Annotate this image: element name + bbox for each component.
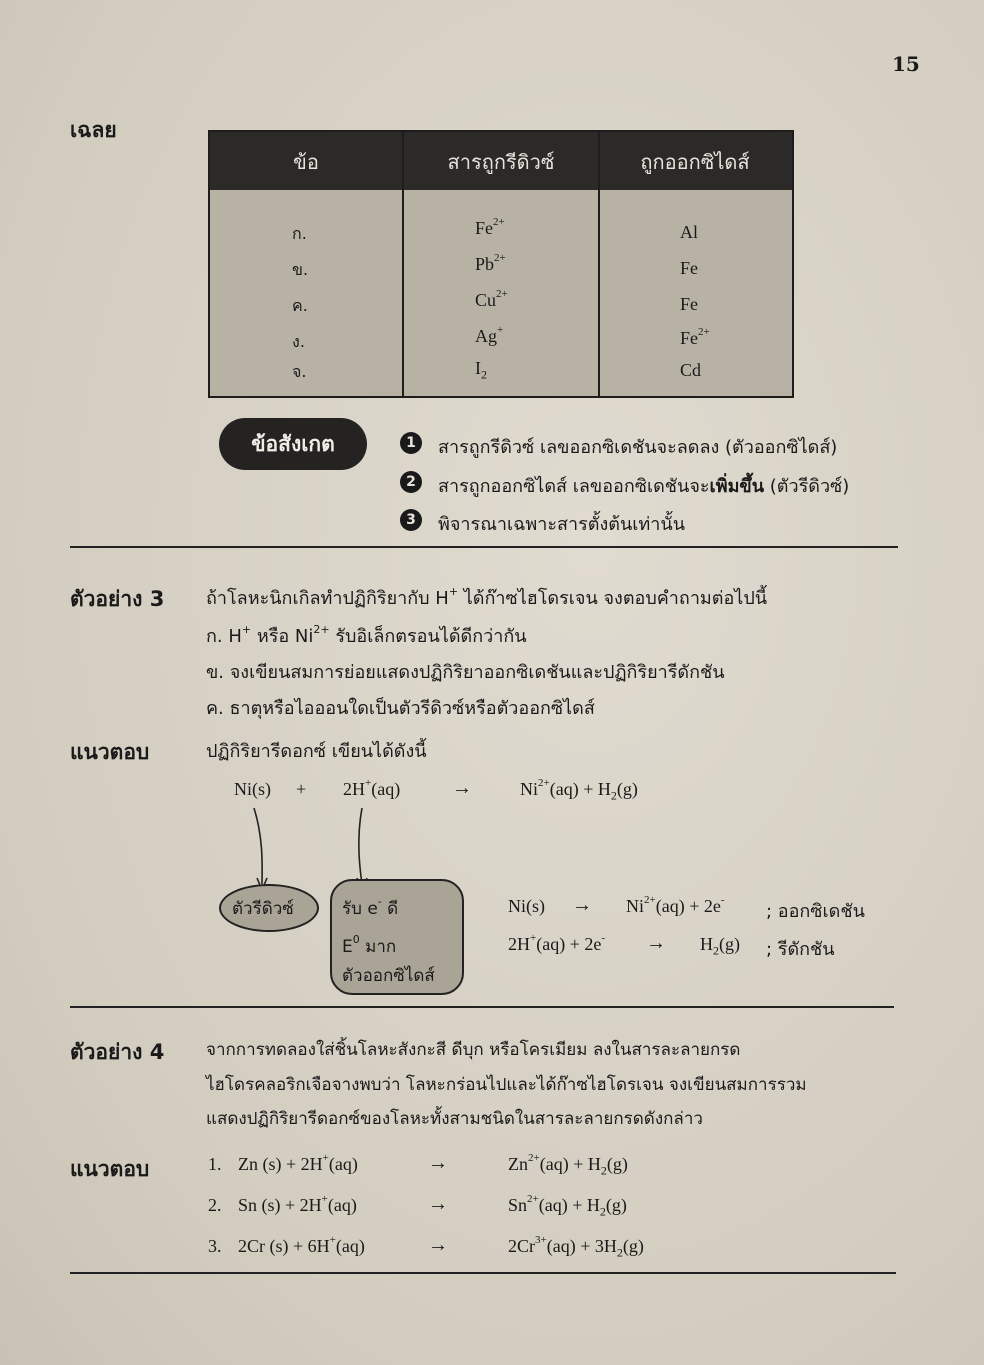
answer-3-intro: ปฏิกิริยารีดอกซ์ เขียนได้ดังนี้ (206, 741, 427, 762)
example-3-question: ถ้าโลหะนิกเกิลทำปฏิกิริยากับ H+ ได้ก๊าซไฮโดรเจน จงตอบคำถามต่อไปนี้ (206, 585, 768, 609)
table-divider (598, 132, 600, 396)
table-divider (402, 132, 404, 396)
table-row-label: จ. (292, 362, 307, 381)
example-4-line: ไฮโดรคลอริกเจือจางพบว่า โลหะกร่อนไปและได้ก๊าซไฮโดรเจน จงเขียนสมการรวม (206, 1075, 807, 1095)
example-3-label: ตัวอย่าง 3 (70, 587, 165, 611)
box-line-3: ตัวออกซิไดส์ (342, 966, 435, 986)
oxidized-species: Cd (680, 360, 702, 380)
example-3-sub-a: ก. H+ หรือ $Ni^{2+}$ รับอิเล็กตรอนได้ดีกว่ากัน (206, 623, 527, 647)
answer-3-label: แนวตอบ (70, 740, 150, 764)
oxidized-species: Fe (680, 258, 698, 278)
reduced-species: $Cu^{2+}$ (475, 288, 508, 310)
answer-heading: เฉลย (70, 118, 117, 142)
equation-right: $2Cr^{3+}(aq) + 3H_2(g)$ (508, 1234, 644, 1260)
reaction-arrow-icon: → (428, 1234, 448, 1256)
table-header-item: ข้อ (293, 150, 319, 174)
reactant-h: 2H+(aq) (343, 777, 401, 799)
reducing-agent-label: ตัวรีดิวซ์ (232, 899, 294, 919)
box-line-2: $E^0$ มาก (342, 933, 397, 957)
equation-number: 1. (208, 1154, 222, 1174)
reduced-species: Ag+ (475, 324, 504, 346)
equation-number: 3. (208, 1236, 222, 1256)
plus-sign: + (296, 779, 307, 799)
table-header-reduced: สารถูกรีดิวซ์ (447, 150, 555, 174)
half-reaction-2-left: 2H+(aq) + 2e- (508, 932, 606, 954)
reactant-ni: Ni(s) (234, 779, 271, 799)
number-bullet-icon: 1 (400, 432, 422, 454)
half-reaction-1-left: Ni(s) (508, 896, 545, 916)
reaction-arrow-icon: → (646, 932, 666, 954)
observation-item: สารถูกออกซิไดส์ เลขออกซิเดชันจะเพิ่มขึ้น (ตัวรีดิวซ์) (438, 476, 850, 497)
number-bullet-icon: 3 (400, 509, 422, 531)
answer-4-label: แนวตอบ (70, 1157, 150, 1181)
equation-right: $Sn^{2+}(aq) + H_2(g)$ (508, 1193, 627, 1219)
page-number: 15 (892, 52, 920, 76)
observation-badge: ข้อสังเกต (219, 418, 367, 470)
equation-number: 2. (208, 1195, 222, 1215)
products: $Ni^{2+}(aq) + H_2(g)$ (520, 777, 638, 803)
table-row-label: ข. (292, 260, 309, 279)
answer-table (208, 130, 794, 398)
example-4-line: แสดงปฏิกิริยารีดอกซ์ของโลหะทั้งสามชนิดในสารละลายกรดดังกล่าว (206, 1109, 703, 1129)
example-4-line: จากการทดลองใส่ชิ้นโลหะสังกะสี ดีบุก หรือโครเมียม ลงในสารละลายกรด (206, 1040, 741, 1060)
reaction-arrow-icon: → (428, 1152, 448, 1174)
section-divider (70, 1006, 894, 1008)
pointer-line (359, 808, 362, 884)
example-4-label: ตัวอย่าง 4 (70, 1040, 165, 1064)
box-line-1: รับ e- ดี (342, 895, 399, 919)
reduced-species: $I_2$ (475, 358, 487, 382)
table-row-label: ก. (292, 224, 307, 243)
half-reaction-2-right: $H_2(g)$ (700, 934, 740, 958)
equation-left: Sn (s) + 2H+(aq) (238, 1193, 357, 1215)
reaction-arrow-icon: → (452, 777, 472, 799)
section-divider (70, 546, 898, 548)
observation-item: พิจารณาเฉพาะสารตั้งต้นเท่านั้น (438, 514, 686, 535)
oxidized-species: Fe (680, 294, 698, 314)
table-row-label: ค. (292, 296, 308, 315)
example-3-sub-b: ข. จงเขียนสมการย่อยแสดงปฏิกิริยาออกซิเดชันและปฏิกิริยารีดักชัน (206, 662, 725, 683)
pointer-line (254, 808, 262, 884)
reduced-species: $Pb^{2+}$ (475, 252, 506, 274)
section-divider (70, 1272, 896, 1274)
oxidation-label: ; ออกซิเดชัน (766, 901, 865, 922)
equation-left: Zn (s) + 2H+(aq) (238, 1152, 358, 1174)
half-reaction-1-right: $Ni^{2+}(aq) + 2e^-$ (626, 894, 725, 916)
table-row-label: ง. (292, 332, 305, 351)
oxidized-species: Al (680, 222, 698, 242)
number-bullet-icon: 2 (400, 471, 422, 493)
oxidized-species: $Fe^{2+}$ (680, 326, 710, 348)
reduced-species: $Fe^{2+}$ (475, 216, 505, 238)
reaction-arrow-icon: → (572, 894, 592, 916)
reduction-label: ; รีดักชัน (766, 939, 835, 960)
equation-right: $Zn^{2+}(aq) + H_2(g)$ (508, 1152, 628, 1178)
table-header-oxidized: ถูกออกซิไดส์ (640, 150, 750, 174)
observation-item: สารถูกรีดิวซ์ เลขออกซิเดชันจะลดลง (ตัวออกซิไดส์) (438, 437, 838, 458)
equation-left: 2Cr (s) + 6H+(aq) (238, 1234, 365, 1256)
example-3-sub-c: ค. ธาตุหรือไอออนใดเป็นตัวรีดิวซ์หรือตัวออกซิไดส์ (206, 698, 595, 719)
reaction-arrow-icon: → (428, 1193, 448, 1215)
